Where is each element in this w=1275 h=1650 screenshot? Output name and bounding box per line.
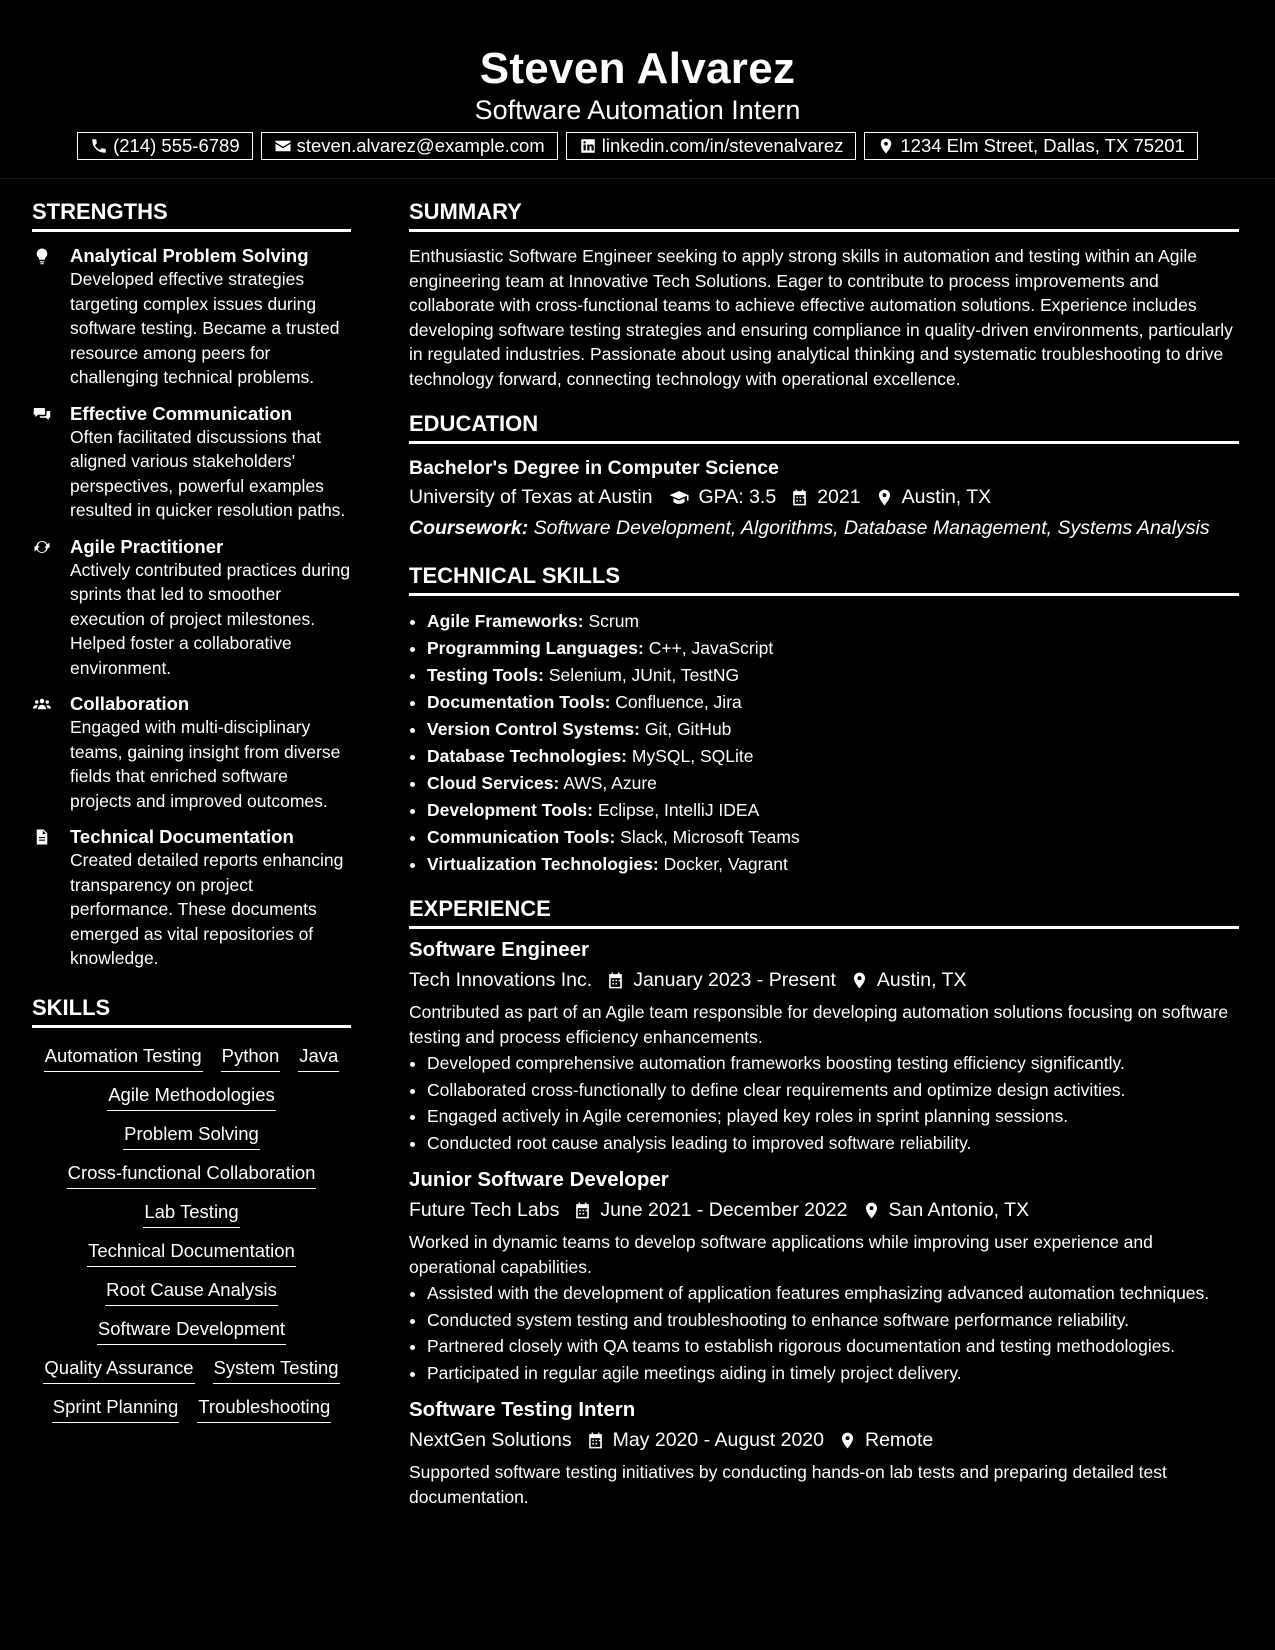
users-icon [32,695,52,713]
job-entry [409,1397,1239,1509]
list-item [427,689,1239,716]
list-item [427,662,1239,689]
map-marker-icon [875,488,894,507]
job-company: NextGen Solutions [409,1429,572,1451]
job-location: Austin, TX [876,969,967,991]
skill-chip: Software Development [97,1317,286,1345]
strengths-heading: STRENGTHS [32,199,351,232]
strength-desc: Actively contributed practices during sprints that led to smoother execution of project milestones. Helped foster a collaborative environment. [70,559,351,678]
map-marker-icon [838,1431,857,1450]
strength-title: Analytical Problem Solving [70,245,309,266]
skill-chip: Troubleshooting [197,1395,331,1423]
job-company: Future Tech Labs [409,1199,560,1221]
list-item [427,770,1239,797]
skill-chip: Java [298,1044,339,1072]
job-entry [409,1167,1239,1385]
job-description: Supported software testing initiatives by conducting hands-on lab tests and preparing detailed test documentation. [409,1462,1167,1507]
strength-item [32,825,351,971]
tech-skill-label: Version Control Systems: [427,719,640,739]
contact-linkedin[interactable] [566,132,857,160]
contact-email[interactable] [261,132,558,160]
skill-chip: Python [221,1044,281,1072]
skill-chip: Quality Assurance [43,1356,194,1384]
strength-title: Technical Documentation [70,826,294,847]
tech-skill-value: Scrum [588,611,640,631]
list-item: • Assisted with the development of application features emphasizing advanced automation techniques. [427,1281,1239,1306]
technical-skills-list [409,608,1239,878]
strength-item [32,402,351,523]
contact-phone[interactable] [77,132,253,160]
job-dates: June 2021 - December 2022 [600,1199,848,1221]
candidate-title: Software Automation Intern [474,95,801,125]
job-company: Tech Innovations Inc. [409,969,593,991]
tech-skill-label: Communication Tools: [427,827,616,847]
job-title: Software Engineer [409,938,589,961]
tech-skill-label: Database Technologies: [427,746,628,766]
job-location: Remote [865,1429,934,1451]
lightbulb-icon [32,247,52,265]
list-item [427,743,1239,770]
comments-icon [32,405,52,423]
job-bullets [409,1281,1239,1385]
list-item [427,608,1239,635]
summary-heading: SUMMARY [409,199,1239,232]
tech-skill-value: Confluence, Jira [615,692,742,712]
skill-chip: Agile Methodologies [107,1083,276,1111]
calendar-icon [790,488,809,507]
strength-desc: Developed effective strategies targeting complex issues during software testing. Became a trusted resource among peers for challenging technical problems. [70,269,340,387]
job-description: Worked in dynamic teams to develop software applications while improving user experience and operational capabilities. [409,1232,1153,1277]
contact-linkedin-text: linkedin.com/in/stevenalvarez [601,135,844,156]
skill-chip: Cross-functional Collaboration [67,1161,317,1189]
strength-desc: Created detailed reports enhancing transparency on project performance. These documents emerged as vital repositories of knowledge. [70,850,344,968]
tech-skill-value: Docker, Vagrant [663,854,788,874]
job-title: Junior Software Developer [409,1168,669,1191]
list-item: • Participated in regular agile meetings aiding in timely project delivery. [427,1361,1239,1386]
tech-skill-value: AWS, Azure [563,773,657,793]
skill-chip: Root Cause Analysis [105,1278,278,1306]
contact-bar [0,132,1275,160]
list-item: • Partnered closely with QA teams to establish rigorous documentation and testing methodologies. [427,1334,1239,1359]
list-item [427,635,1239,662]
education-meta [409,483,1239,511]
list-item [427,824,1239,851]
sync-icon [32,538,52,556]
phone-icon [90,137,108,155]
job-meta [409,1196,1239,1224]
skill-chip: Sprint Planning [52,1395,179,1423]
contact-address-text: 1234 Elm Street, Dallas, TX 75201 [900,135,1185,156]
strength-title: Collaboration [70,693,190,714]
summary-text: Enthusiastic Software Engineer seeking to apply strong skills in automation and testing within an Agile engineering team at Innovative Tech Solutions. Eager to contribute to process improvements and collaborate with cross-functional teams to achieve effective automation solutions. Experience includes developing software testing strategies and ensuring compliance in quality-driven environments, particularly in regulated industries. Passionate about using analytical thinking and systematic troubleshooting to drive technology forward, connecting technology with operational excellence. [409,246,1233,389]
skills-heading: SKILLS [32,995,351,1028]
tech-skill-label: Documentation Tools: [427,692,611,712]
job-bullets [409,1051,1239,1155]
coursework-list: Software Development, Algorithms, Database Management, Systems Analysis [533,517,1210,539]
tech-skill-value: C++, JavaScript [648,638,774,658]
tech-skill-value: MySQL, SQLite [631,746,754,766]
graduation-cap-icon [667,488,691,507]
tech-skill-label: Agile Frameworks: [427,611,584,631]
skill-chip: Technical Documentation [87,1239,296,1267]
strength-item [32,692,351,813]
linkedin-icon [579,137,597,155]
list-item [427,716,1239,743]
skill-chip: System Testing [213,1356,340,1384]
job-description: Contributed as part of an Agile team responsible for developing automation solutions focusing on software testing and process efficiency enhancements. [409,1002,1229,1047]
tech-skill-label: Development Tools: [427,800,593,820]
education-location: Austin, TX [901,486,992,508]
strength-desc: Engaged with multi-disciplinary teams, gaining insight from diverse fields that enriched software projects and improved outcomes. [70,717,341,811]
map-marker-icon [850,971,869,990]
contact-address [864,132,1198,160]
tech-skill-label: Virtualization Technologies: [427,854,659,874]
skill-chip: Automation Testing [44,1044,203,1072]
education-school: University of Texas at Austin [409,486,653,508]
document-icon [32,828,52,846]
right-column [409,179,1239,1509]
list-item: • Developed comprehensive automation frameworks boosting testing efficiency significantly. [427,1051,1239,1076]
list-item: • Conducted system testing and troubleshooting to enhance software performance reliability. [427,1308,1239,1333]
candidate-name: Steven Alvarez [479,44,796,93]
job-title: Software Testing Intern [409,1398,636,1421]
job-dates: January 2023 - Present [633,969,836,991]
resume-body [0,179,1275,1509]
strength-item [32,244,351,390]
list-item: • Collaborated cross-functionally to define clear requirements and optimize design activities. [427,1078,1239,1103]
calendar-icon [573,1201,592,1220]
job-meta [409,966,1239,994]
strength-title: Agile Practitioner [70,535,224,557]
calendar-icon [606,971,625,990]
envelope-icon [274,137,292,155]
resume-header [0,0,1275,179]
contact-email-text: steven.alvarez@example.com [296,135,545,156]
left-column [32,179,351,1509]
list-item: • Engaged actively in Agile ceremonies; played key roles in sprint planning sessions. [427,1104,1239,1129]
strength-item [32,535,351,681]
tech-skill-label: Programming Languages: [427,638,644,658]
education-year: 2021 [817,486,861,508]
contact-phone-text: (214) 555-6789 [113,135,240,156]
tech-skill-label: Testing Tools: [427,665,544,685]
map-marker-icon [877,137,895,155]
tech-skill-value: Slack, Microsoft Teams [620,827,800,847]
map-marker-icon [862,1201,881,1220]
education-gpa: GPA: 3.5 [698,486,777,508]
list-item [427,851,1239,878]
education-coursework [409,515,1239,541]
calendar-icon [586,1431,605,1450]
education-heading: EDUCATION [409,411,1239,444]
list-item [427,797,1239,824]
skills-list [32,1044,351,1423]
strength-desc: Often facilitated discussions that aligned various stakeholders' perspectives, powerful examples resulted in quicker resolution paths. [70,426,346,520]
coursework-label: Coursework: [409,517,529,539]
job-entry [409,937,1239,1155]
strength-title: Effective Communication [70,402,293,424]
skill-chip: Problem Solving [123,1122,260,1150]
education-degree: Bachelor's Degree in Computer Science [409,457,779,479]
job-location: San Antonio, TX [888,1199,1030,1221]
job-meta [409,1426,1239,1454]
tech-skill-value: Eclipse, IntelliJ IDEA [597,800,760,820]
skill-chip: Lab Testing [143,1200,239,1228]
technical-skills-heading: TECHNICAL SKILLS [409,563,1239,596]
tech-skill-label: Cloud Services: [427,773,560,793]
job-dates: May 2020 - August 2020 [612,1429,824,1451]
tech-skill-value: Git, GitHub [644,719,732,739]
list-item: • Conducted root cause analysis leading to improved software reliability. [427,1131,1239,1156]
experience-heading: EXPERIENCE [409,896,1239,929]
tech-skill-value: Selenium, JUnit, TestNG [548,665,740,685]
